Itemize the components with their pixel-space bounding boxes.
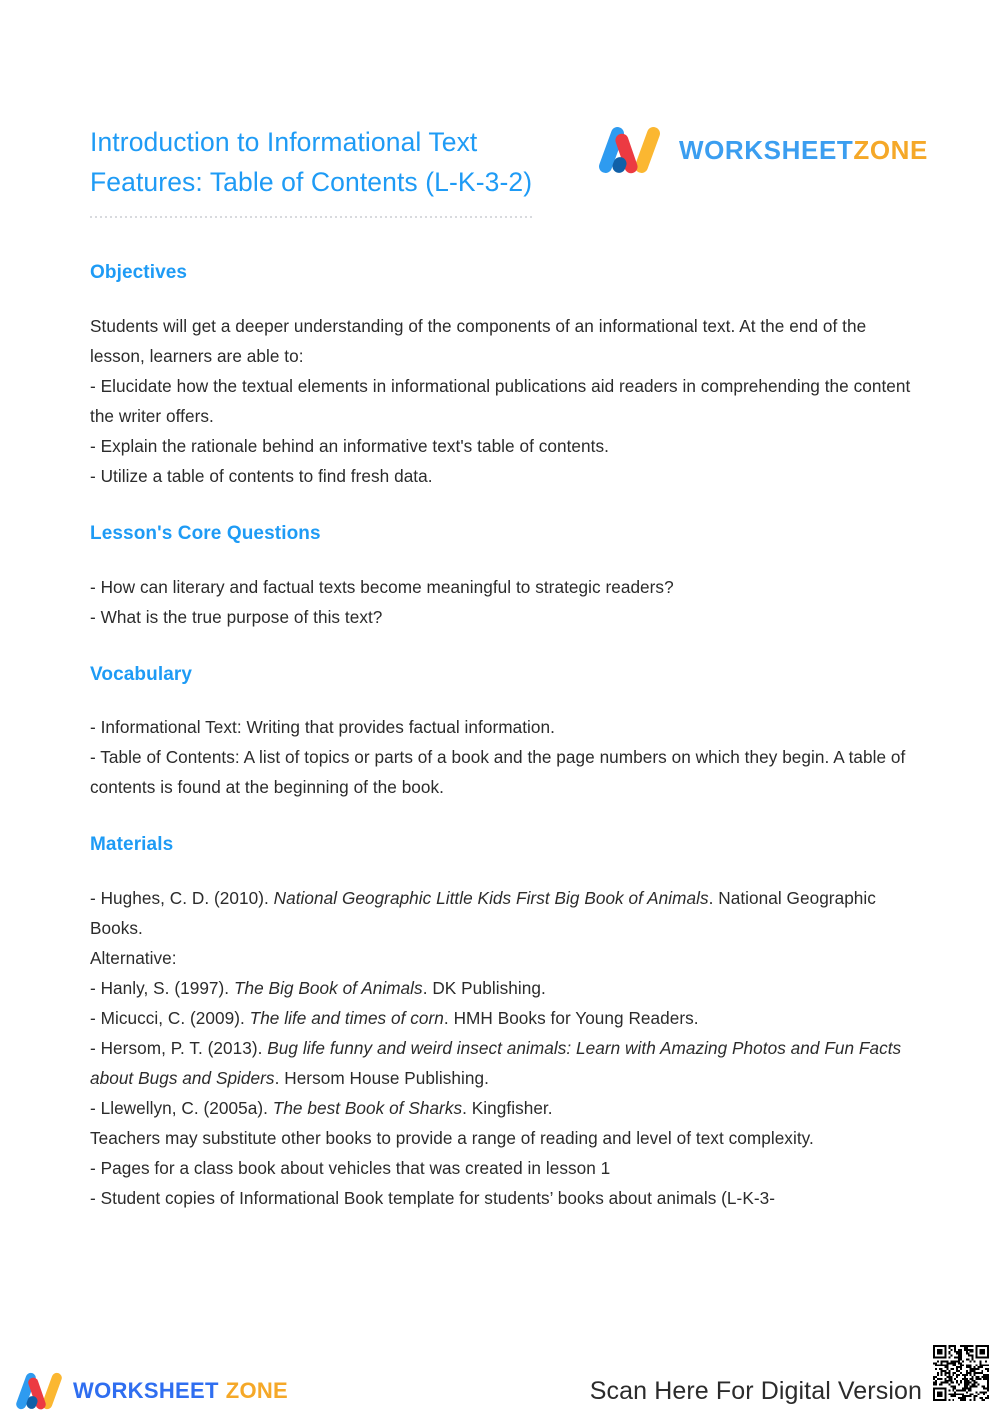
- worksheetzone-w-logo-icon: [601, 126, 663, 174]
- section-heading-materials: Materials: [90, 834, 174, 856]
- scan-prompt-text: Scan Here For Digital Version: [589, 1377, 922, 1405]
- brand-name-primary: WORKSHEET: [678, 134, 854, 165]
- footer-brand-wordmark: [73, 1378, 288, 1404]
- section-objectives: [90, 262, 912, 491]
- page-header: [90, 122, 928, 218]
- section-heading-core-questions: Lesson's Core Questions: [90, 522, 321, 544]
- lesson-content: [90, 262, 912, 1213]
- page-title: Introduction to Informational Text Features: Table of Contents (L-K-3-2): [90, 127, 533, 197]
- worksheetzone-w-logo-icon: [18, 1372, 62, 1410]
- brand-logo-footer[interactable]: [18, 1372, 288, 1410]
- page-footer: [0, 1328, 1000, 1414]
- section-materials: [90, 834, 912, 1213]
- section-body-vocabulary: - Informational Text: Writing that provides factual information. - Table of Contents: A list of topics or parts of a book and the page numbers on which they begin. A table of contents is found at the beginning of the book.: [90, 717, 906, 798]
- section-body-materials: - Hughes, C. D. (2010). National Geographic Little Kids First Big Book of Animals. National Geographic Books. Alternative: - Hanly, S. (1997). The Big Book of Animals. DK Publishing. - Micucci, C. (2009). The life and times of corn. HMH Books for Young Readers. - Hersom, P. T. (2013). Bug life funny and weird insect animals: Learn with Amazing Photos and Fun Facts about Bugs and Spiders. Hersom House Publishing. - Llewellyn, C. (2005a). The best Book of Sharks. Kingfisher. Teachers may substitute other books to provide a range of reading and level of text complexity. - Pages for a class book about vehicles that was created in lesson 1 - Student copies of Informational Book template for students’ books about animals (L-K-3-: [90, 888, 902, 1209]
- section-heading-vocabulary: Vocabulary: [90, 663, 193, 685]
- section-vocabulary: [90, 664, 912, 803]
- qr-code-icon[interactable]: [930, 1342, 992, 1404]
- section-heading-objectives: Objectives: [90, 262, 188, 283]
- section-body-objectives: Students will get a deeper understanding of the components of an informational text. At the end of the lesson, learners are able to: - Elucidate how the textual elements in informational publications aid readers in comprehending the content the writer offers. - Explain the rationale behind an informative text's table of contents. - Utilize a table of contents to find fresh data.: [90, 315, 911, 486]
- footer-brand-name-secondary: ZONE: [225, 1378, 289, 1403]
- section-body-core-questions: - How can literary and factual texts become meaningful to strategic readers? - What is the true purpose of this text?: [90, 576, 674, 627]
- brand-wordmark: [679, 135, 928, 166]
- title-divider: [90, 216, 535, 218]
- footer-brand-name-primary: WORKSHEET: [73, 1378, 219, 1403]
- title-block: [90, 122, 540, 218]
- brand-name-secondary: ZONE: [853, 134, 928, 165]
- brand-logo-header[interactable]: [601, 126, 928, 174]
- section-core-questions: [90, 523, 912, 632]
